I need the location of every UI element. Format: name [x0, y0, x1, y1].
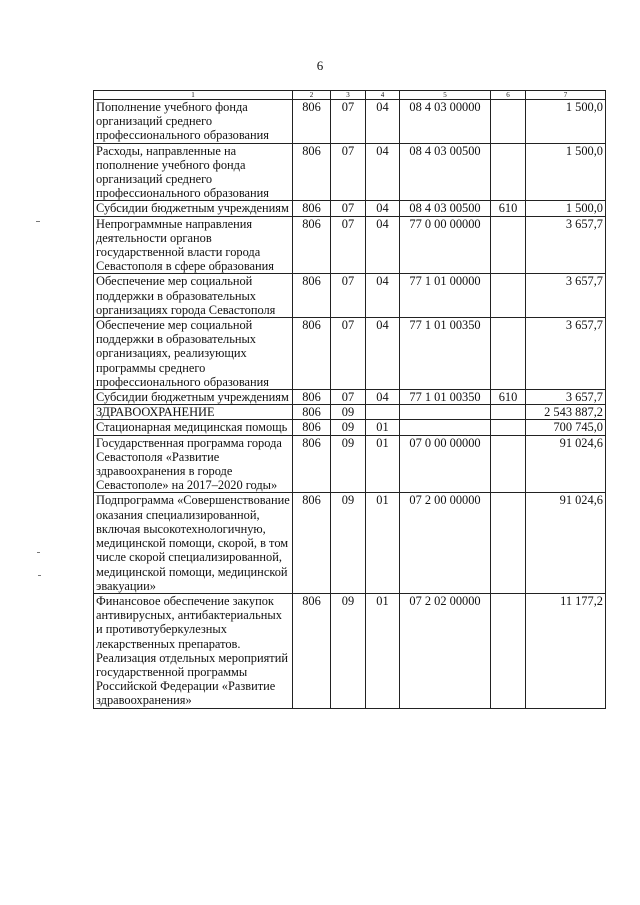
row-target-code: 08 4 03 00500 — [400, 201, 491, 216]
table-row — [94, 435, 606, 493]
row-name: Стационарная медицинская помощь — [94, 420, 293, 435]
row-name: Государственная программа города Севастополя «Развитие здравоохранения в городе Севастополе» на 2017–2020 годы» — [94, 435, 293, 493]
row-amount: 3 657,7 — [526, 274, 606, 318]
row-expense-type — [491, 274, 526, 318]
row-expense-type — [491, 318, 526, 390]
row-subsection-code: 01 — [366, 493, 400, 593]
row-section-code: 07 — [331, 201, 366, 216]
row-subsection-code: 04 — [366, 216, 400, 274]
row-subsection-code: 01 — [366, 435, 400, 493]
row-target-code: 77 1 01 00350 — [400, 318, 491, 390]
row-section-code: 07 — [331, 318, 366, 390]
row-name: Обеспечение мер социальной поддержки в образовательных организациях, реализующих программы среднего профессионального образования — [94, 318, 293, 390]
table-row — [94, 390, 606, 405]
row-amount: 1 500,0 — [526, 100, 606, 144]
row-expense-type — [491, 420, 526, 435]
row-ministry-code: 806 — [293, 318, 331, 390]
row-section-code: 09 — [331, 405, 366, 420]
row-amount: 3 657,7 — [526, 216, 606, 274]
row-target-code: 77 1 01 00350 — [400, 390, 491, 405]
row-amount: 11 177,2 — [526, 593, 606, 708]
row-expense-type — [491, 405, 526, 420]
row-section-code: 07 — [331, 390, 366, 405]
row-target-code: 07 0 00 00000 — [400, 435, 491, 493]
row-expense-type — [491, 493, 526, 593]
row-amount: 3 657,7 — [526, 390, 606, 405]
row-amount: 91 024,6 — [526, 493, 606, 593]
row-target-code — [400, 405, 491, 420]
row-expense-type — [491, 143, 526, 201]
row-expense-type: 610 — [491, 390, 526, 405]
row-subsection-code: 01 — [366, 420, 400, 435]
table-row — [94, 405, 606, 420]
row-ministry-code: 806 — [293, 100, 331, 144]
table-row — [94, 420, 606, 435]
row-section-code: 07 — [331, 143, 366, 201]
row-ministry-code: 806 — [293, 593, 331, 708]
row-ministry-code: 806 — [293, 143, 331, 201]
row-target-code: 07 2 00 00000 — [400, 493, 491, 593]
row-name: Субсидии бюджетным учреждениям — [94, 390, 293, 405]
row-amount: 1 500,0 — [526, 143, 606, 201]
row-name: Пополнение учебного фонда организаций среднего профессионального образования — [94, 100, 293, 144]
row-name: Подпрограмма «Совершенствование оказания специализированной, включая высокотехнологичную, медицинской помощи, скорой, в том числе скорой специализированной, медицинской помощи, медицинской эвакуации» — [94, 493, 293, 593]
column-header: 2 — [293, 91, 331, 100]
row-ministry-code: 806 — [293, 420, 331, 435]
row-ministry-code: 806 — [293, 201, 331, 216]
row-name: Обеспечение мер социальной поддержки в образовательных организациях города Севастополя — [94, 274, 293, 318]
budget-table — [93, 90, 606, 709]
row-subsection-code: 01 — [366, 593, 400, 708]
row-target-code: 08 4 03 00500 — [400, 143, 491, 201]
page-number: 6 — [316, 58, 324, 73]
table-row — [94, 143, 606, 201]
row-name: Непрограммные направления деятельности органов государственной власти города Севастополя в сфере образования — [94, 216, 293, 274]
row-subsection-code: 04 — [366, 143, 400, 201]
row-ministry-code: 806 — [293, 274, 331, 318]
table-row — [94, 201, 606, 216]
table-row — [94, 216, 606, 274]
column-header: 4 — [366, 91, 400, 100]
scan-mark — [37, 552, 40, 553]
column-number-row — [94, 91, 606, 100]
row-section-code: 07 — [331, 216, 366, 274]
row-amount: 1 500,0 — [526, 201, 606, 216]
row-name: ЗДРАВООХРАНЕНИЕ — [94, 405, 293, 420]
row-target-code — [400, 420, 491, 435]
row-section-code: 09 — [331, 435, 366, 493]
row-ministry-code: 806 — [293, 405, 331, 420]
table-row — [94, 493, 606, 593]
row-subsection-code — [366, 405, 400, 420]
column-header: 7 — [526, 91, 606, 100]
row-target-code: 77 1 01 00000 — [400, 274, 491, 318]
row-section-code: 09 — [331, 593, 366, 708]
row-section-code: 07 — [331, 100, 366, 144]
column-header: 6 — [491, 91, 526, 100]
row-subsection-code: 04 — [366, 318, 400, 390]
row-name: Финансовое обеспечение закупок антивирусных, антибактериальных и противотуберкулезных лекарственных препаратов. Реализация отдельных мероприятий государственной программы Российской Федерации «Развитие здравоохранения» — [94, 593, 293, 708]
row-ministry-code: 806 — [293, 493, 331, 593]
row-amount: 2 543 887,2 — [526, 405, 606, 420]
table-row — [94, 274, 606, 318]
row-subsection-code: 04 — [366, 274, 400, 318]
column-header: 3 — [331, 91, 366, 100]
row-expense-type — [491, 100, 526, 144]
scan-mark — [36, 221, 40, 222]
table-row — [94, 100, 606, 144]
row-expense-type — [491, 435, 526, 493]
row-expense-type — [491, 593, 526, 708]
row-subsection-code: 04 — [366, 100, 400, 144]
row-subsection-code: 04 — [366, 390, 400, 405]
row-section-code: 09 — [331, 493, 366, 593]
row-amount: 700 745,0 — [526, 420, 606, 435]
row-target-code: 77 0 00 00000 — [400, 216, 491, 274]
row-expense-type: 610 — [491, 201, 526, 216]
row-amount: 91 024,6 — [526, 435, 606, 493]
scan-mark — [38, 575, 41, 576]
row-expense-type — [491, 216, 526, 274]
row-ministry-code: 806 — [293, 390, 331, 405]
row-target-code: 07 2 02 00000 — [400, 593, 491, 708]
row-target-code: 08 4 03 00000 — [400, 100, 491, 144]
table-row — [94, 318, 606, 390]
row-amount: 3 657,7 — [526, 318, 606, 390]
table-row — [94, 593, 606, 708]
row-name: Субсидии бюджетным учреждениям — [94, 201, 293, 216]
column-header: 1 — [94, 91, 293, 100]
row-subsection-code: 04 — [366, 201, 400, 216]
row-name: Расходы, направленные на пополнение учебного фонда организаций среднего профессионального образования — [94, 143, 293, 201]
row-ministry-code: 806 — [293, 216, 331, 274]
row-section-code: 09 — [331, 420, 366, 435]
row-ministry-code: 806 — [293, 435, 331, 493]
column-header: 5 — [400, 91, 491, 100]
row-section-code: 07 — [331, 274, 366, 318]
